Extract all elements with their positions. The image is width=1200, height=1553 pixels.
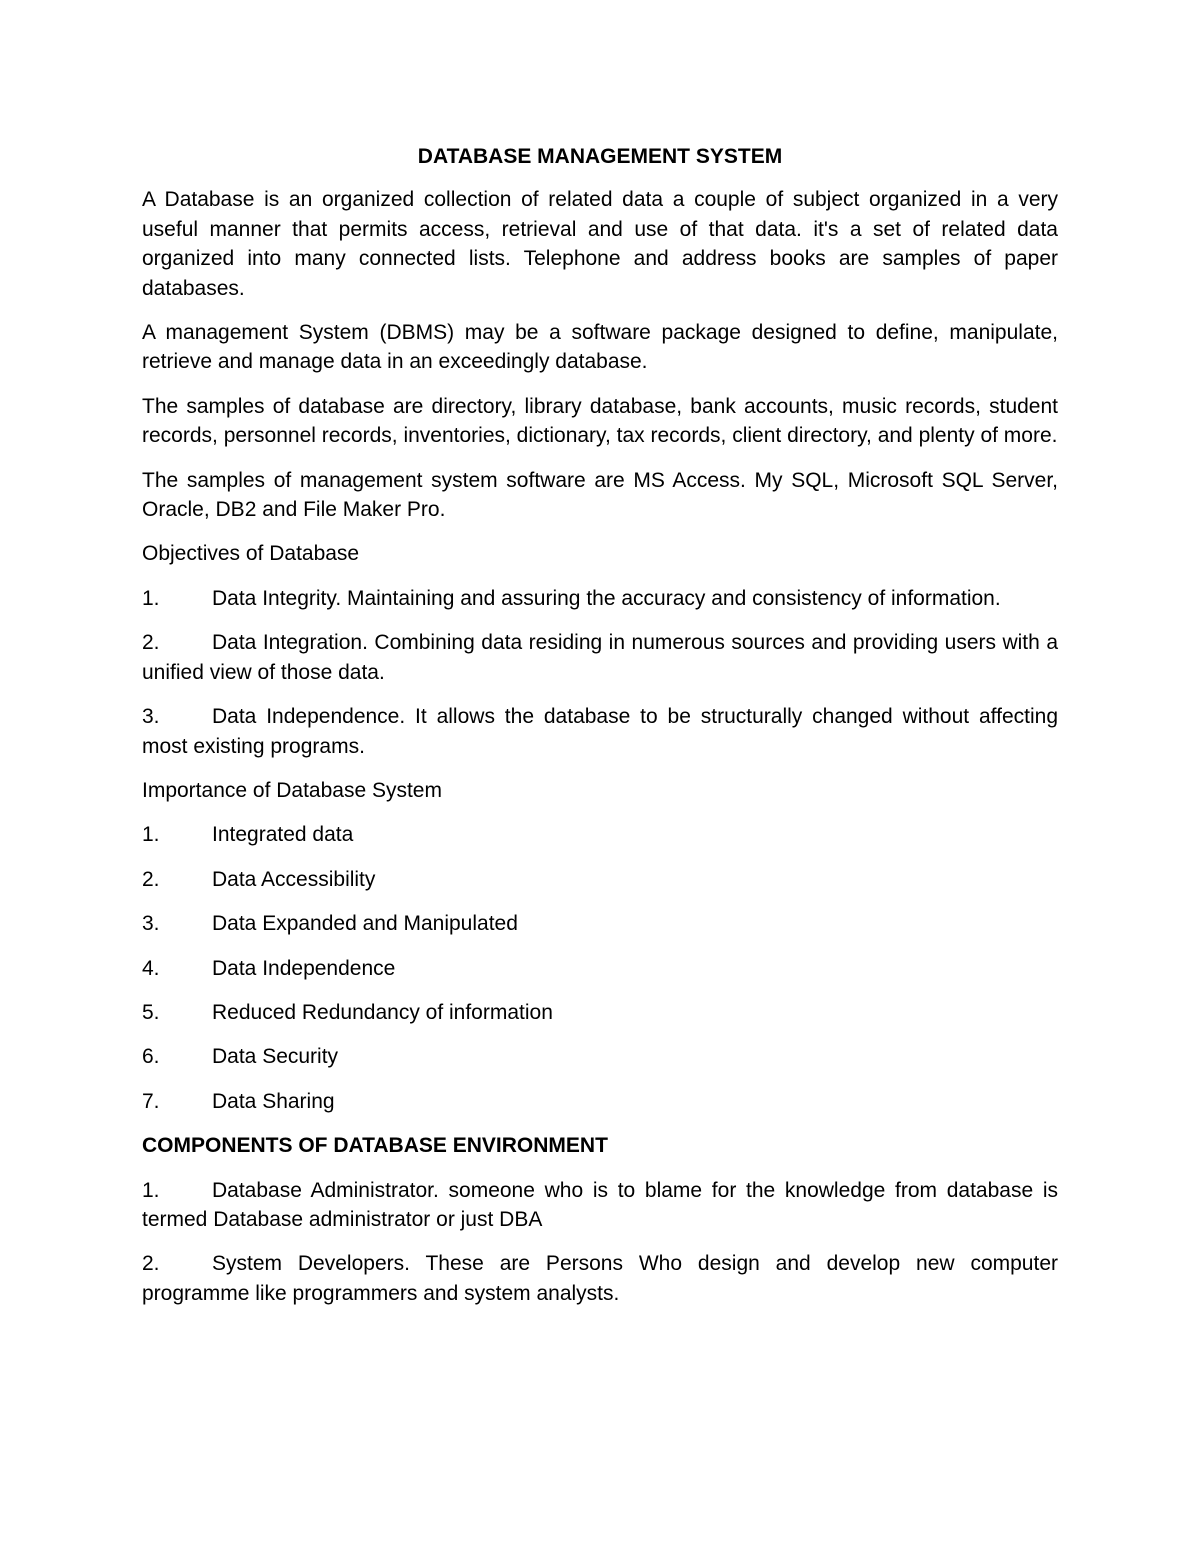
item-number: 3.: [142, 705, 160, 729]
item-number: 6.: [142, 1045, 160, 1069]
item-text: Integrated data: [212, 823, 354, 847]
item-number: 3.: [142, 912, 160, 936]
item-number: 2.: [142, 631, 160, 655]
paragraph-database-samples: The samples of database are directory, library database, bank accounts, music records, student records, personnel records, inventories, dictionary, tax records, client directory, and plenty of more.: [142, 394, 1058, 448]
item-text: Reduced Redundancy of information: [212, 1000, 553, 1024]
importance-item: [142, 1042, 1058, 1071]
document-title: DATABASE MANAGEMENT SYSTEM: [417, 145, 783, 168]
components-heading: COMPONENTS OF DATABASE ENVIRONMENT: [142, 1134, 608, 1158]
item-number: 2.: [142, 1252, 160, 1276]
importance-item: [142, 998, 1058, 1027]
item-text: Data Integrity. Maintaining and assuring the accuracy and consistency of information.: [212, 586, 1001, 610]
component-item: [142, 1249, 1058, 1308]
item-text: System Developers. These are Persons Who design and develop new computer programme like programmers and system analysts.: [142, 1252, 1058, 1305]
item-number: 2.: [142, 867, 160, 891]
item-number: 5.: [142, 1000, 160, 1024]
component-item: [142, 1176, 1058, 1235]
objective-item: [142, 584, 1058, 613]
paragraph-definition: A Database is an organized collection of related data a couple of subject organized in a very useful manner that permits access, retrieval and use of that data. it's a set of related data organized into many connected lists. Telephone and address books are samples of paper databases.: [142, 188, 1058, 300]
importance-item: [142, 954, 1058, 983]
item-number: 7.: [142, 1089, 160, 1113]
item-text: Data Accessibility: [212, 867, 376, 891]
importance-item: [142, 865, 1058, 894]
document-page: [142, 142, 1058, 1323]
item-text: Data Integration. Combining data residing in numerous sources and providing users with a unified view of those data.: [142, 631, 1058, 684]
objective-item: [142, 702, 1058, 761]
item-number: 1.: [142, 586, 160, 610]
item-text: Data Expanded and Manipulated: [212, 912, 518, 936]
item-text: Data Independence. It allows the database to be structurally changed without affecting most existing programs.: [142, 705, 1058, 758]
item-number: 1.: [142, 1178, 160, 1202]
item-text: Data Security: [212, 1045, 339, 1069]
paragraph-dbms: A management System (DBMS) may be a software package designed to define, manipulate, retrieve and manage data in an exceedingly database.: [142, 321, 1058, 374]
importance-item: [142, 909, 1058, 938]
item-text: Database Administrator. someone who is to blame for the knowledge from database is termed Database administrator or just DBA: [142, 1178, 1058, 1231]
item-number: 4.: [142, 956, 160, 980]
objectives-heading: Objectives of Database: [142, 542, 360, 566]
item-text: Data Independence: [212, 956, 396, 980]
importance-item: [142, 820, 1058, 849]
importance-heading: Importance of Database System: [142, 778, 442, 802]
item-text: Data Sharing: [212, 1089, 335, 1113]
objective-item: [142, 628, 1058, 687]
importance-item: [142, 1087, 1058, 1116]
paragraph-software-samples: The samples of management system software are MS Access. My SQL, Microsoft SQL Server, Oracle, DB2 and File Maker Pro.: [142, 468, 1058, 522]
item-number: 1.: [142, 823, 160, 847]
